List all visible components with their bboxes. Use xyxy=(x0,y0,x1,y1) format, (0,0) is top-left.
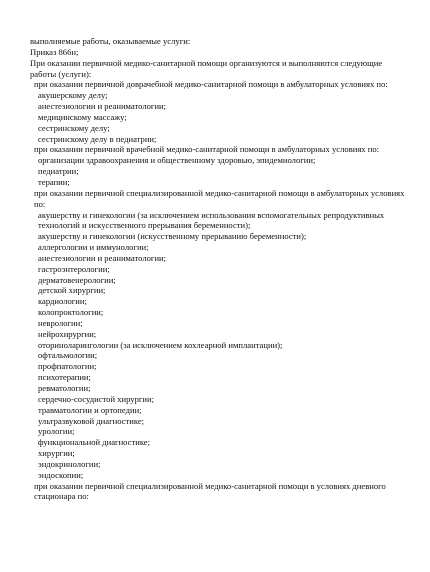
document-line: колопроктологии; xyxy=(38,307,104,318)
document-line: неврологии; xyxy=(38,317,83,328)
document-line: при оказании первичной доврачебной медико-санитарной помощи в амбулаторных условиях по: xyxy=(34,79,388,90)
document-line: анестезиологии и реаниматологии; xyxy=(38,252,167,263)
document-line: офтальмологии; xyxy=(38,350,98,361)
document-line: акушерству и гинекологии (искусственному прерыванию беременности); xyxy=(38,231,307,242)
document-line: при оказании первичной специализированной медико-санитарной помощи в условиях дневного стационара по: xyxy=(34,480,388,502)
document-line: аллергологии и иммунологии; xyxy=(38,242,149,253)
document-line: при оказании первичной специализированной медико-санитарной помощи в амбулаторных условиях по: xyxy=(34,187,407,209)
document-line: медицинскому массажу; xyxy=(38,111,127,122)
document-line: Приказ 866н; xyxy=(30,46,79,57)
document-line: При оказании первичной медико-санитарной помощи организуются и выполняются следующие работы (услуги): xyxy=(30,57,385,79)
document-line: профпатологии; xyxy=(38,361,97,372)
document-line: травматологии и ортопедии; xyxy=(38,404,142,415)
document-line: детской хирургии; xyxy=(38,285,106,296)
document-line: функциональной диагностике; xyxy=(38,437,151,448)
document-line: урологии; xyxy=(38,426,75,437)
document-line: терапии; xyxy=(38,176,70,187)
document-line: сестринскому делу в педиатрии; xyxy=(38,133,157,144)
document-line: акушерскому делу; xyxy=(38,90,108,101)
document-line: нейрохирургии; xyxy=(38,328,97,339)
document-body xyxy=(30,36,410,502)
document-line: эндоскопии; xyxy=(38,469,84,480)
document-line: акушерству и гинекологии (за исключением использования вспомогательных репродуктивных технологий и искусственного прерывания беременности); xyxy=(38,209,387,231)
document-line: анестезиологии и реаниматологии; xyxy=(38,101,167,112)
document-line: сестринскому делу; xyxy=(38,122,110,133)
document-line: организации здравоохранения и общественному здоровью, эпидемиологии; xyxy=(38,155,316,166)
document-line: при оказании первичной врачебной медико-санитарной помощи в амбулаторных условиях по: xyxy=(34,144,380,155)
document-line: дерматовенерологии; xyxy=(38,274,116,285)
document-line: ультразвуковой диагностике; xyxy=(38,415,145,426)
document-line: кардиологии; xyxy=(38,296,87,307)
document-line: сердечно-сосудистой хирургии; xyxy=(38,393,155,404)
document-line: хирургии; xyxy=(38,448,75,459)
document-line: педиатрии; xyxy=(38,166,79,177)
document-line: ревматологии; xyxy=(38,383,91,393)
document-line: эндокринологии; xyxy=(38,458,101,469)
document-line: выполняемые работы, оказываемые услуги: xyxy=(30,36,191,46)
document-line: психотерапии; xyxy=(38,372,91,383)
document-line: оториноларингологии (за исключением кохлеарной имплантации); xyxy=(38,339,283,350)
document-line: гастроэнтерологии; xyxy=(38,263,110,274)
